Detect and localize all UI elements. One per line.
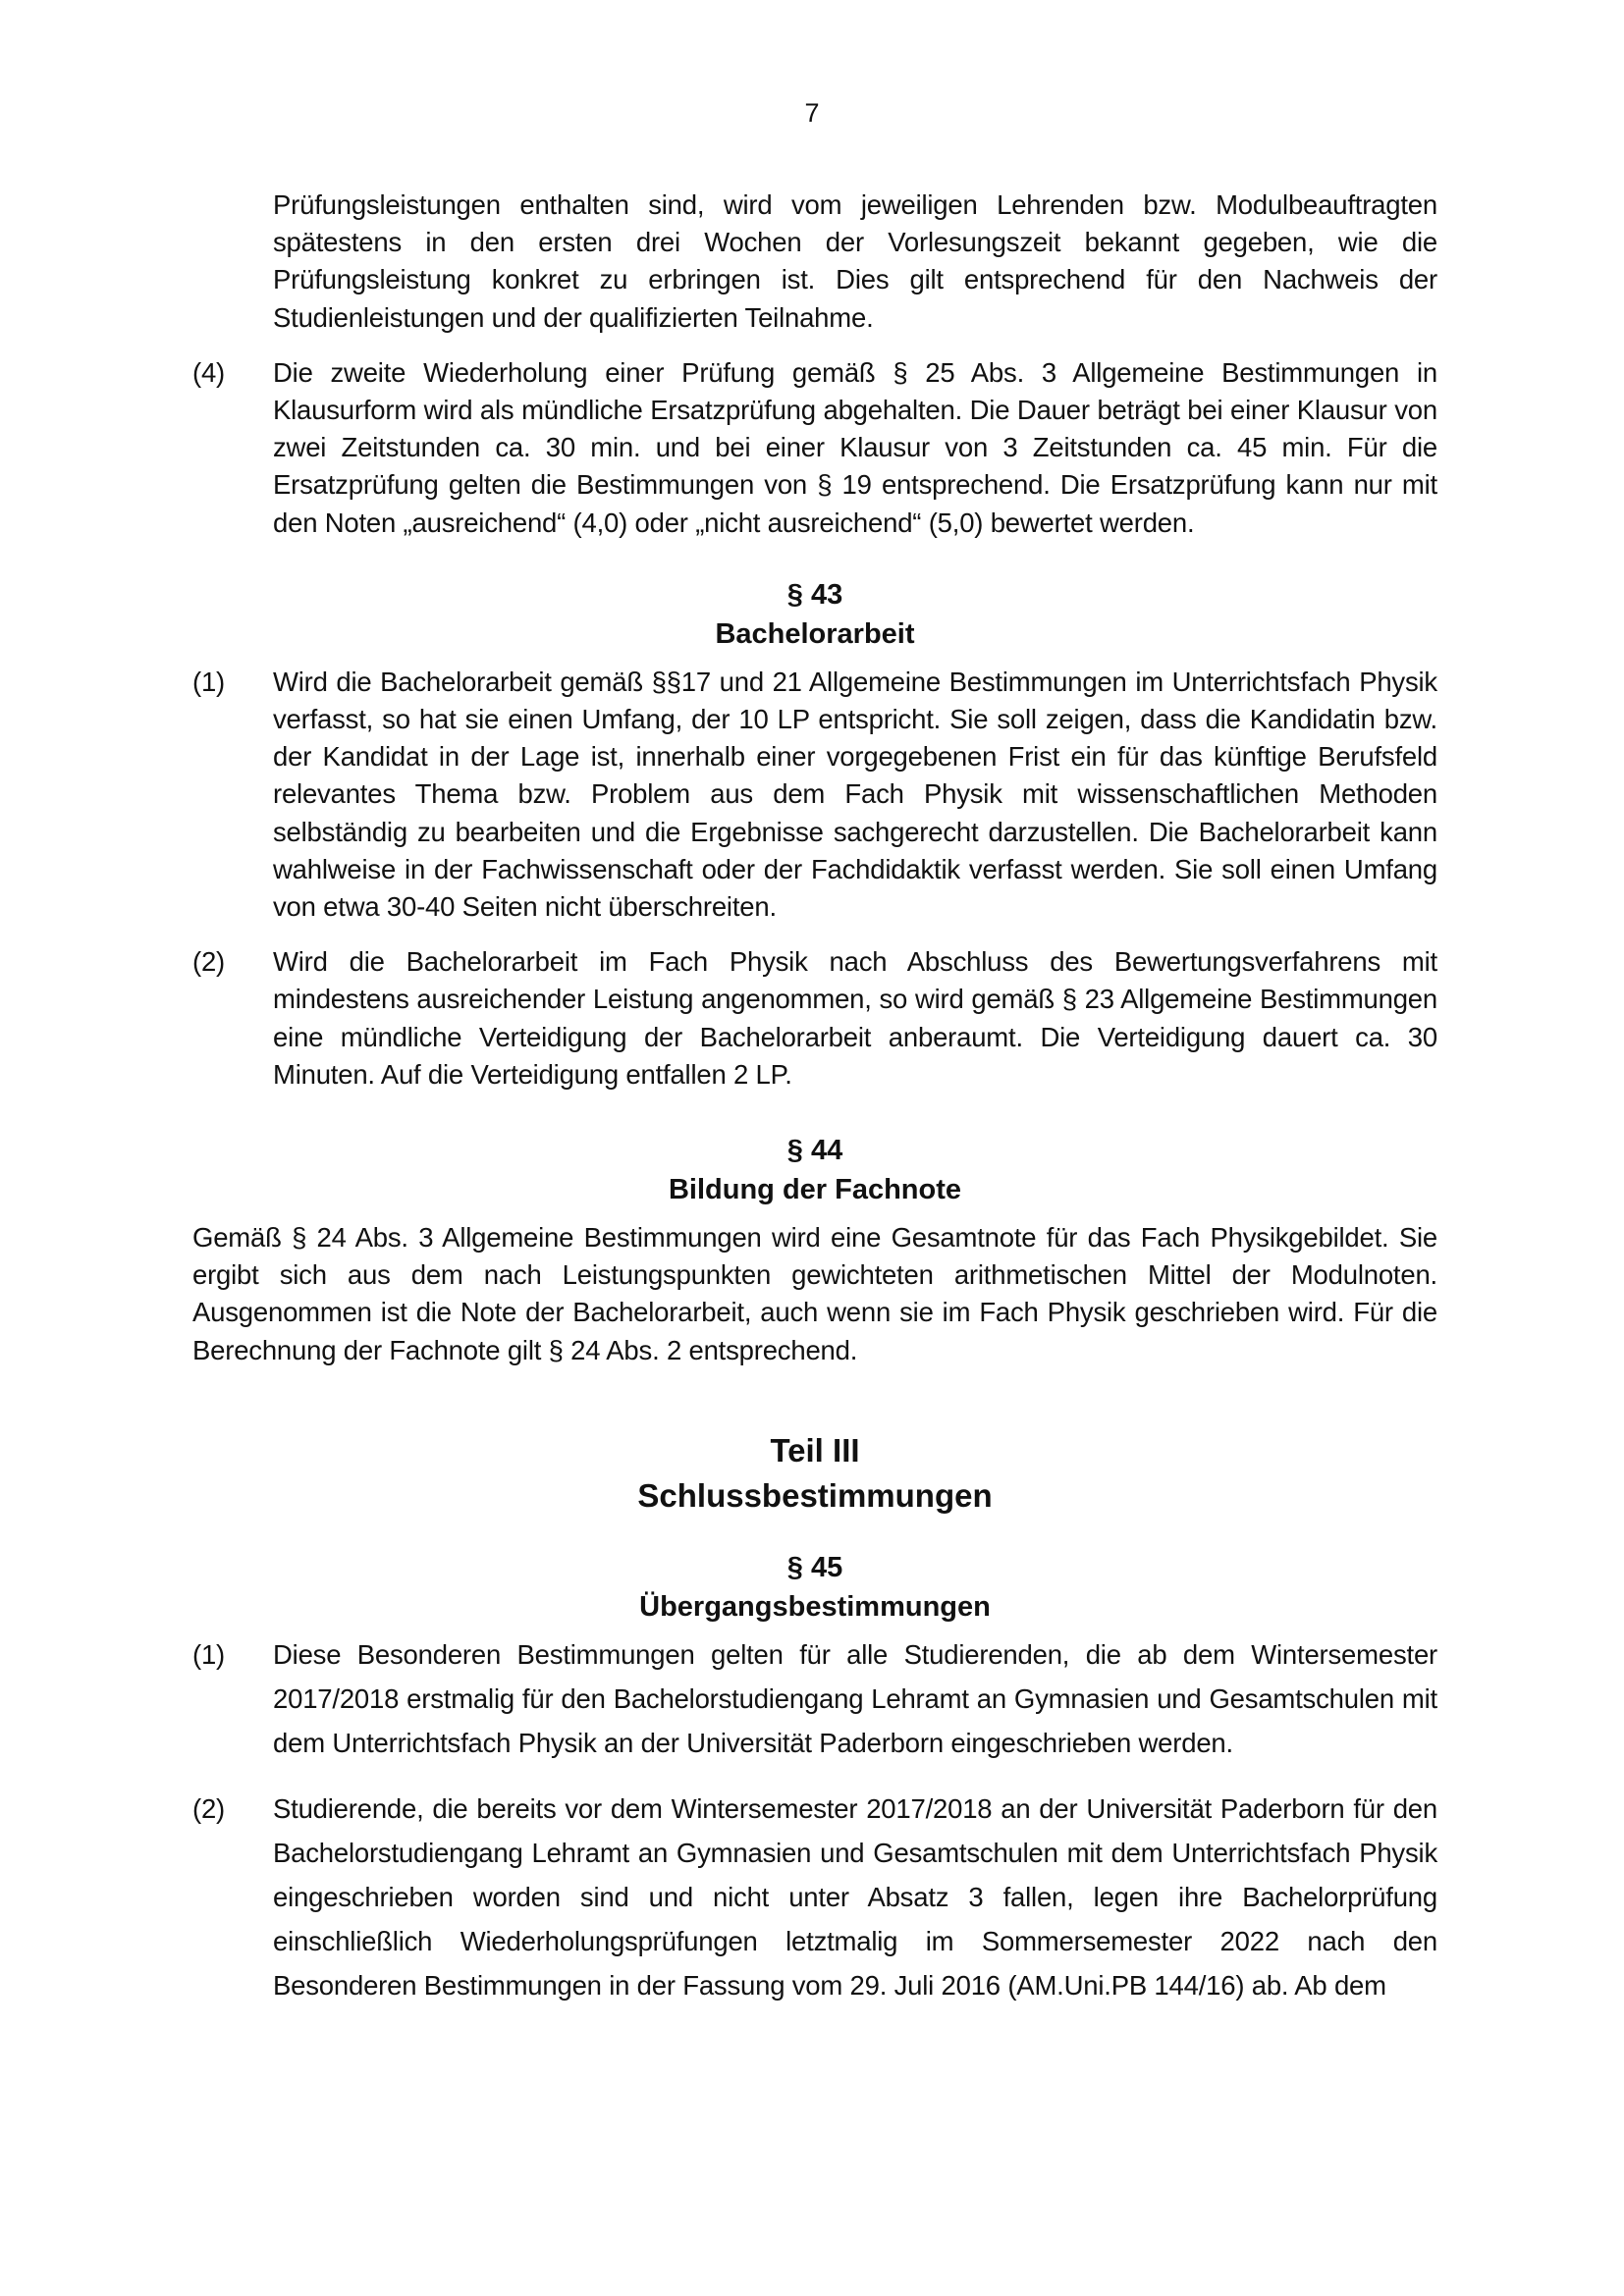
section-44-heading <box>192 1131 1437 1209</box>
part-3-title: Schlussbestimmungen <box>637 1476 993 1514</box>
section-45-heading <box>192 1548 1437 1627</box>
section-44-text: Gemäß § 24 Abs. 3 Allgemeine Bestimmungen wird eine Gesamtnote für das Fach Physikgebildet. Sie ergibt sich aus dem nach Leistungspunkten gewichteten arithmetischen Mittel der Modulnoten. Ausgenommen ist die Note der Bachelorarbeit, auch wenn sie im Fach Physik geschrieben wird. Für die Berechnung der Fachnote gilt § 24 Abs. 2 entsprechend. <box>192 1222 1437 1365</box>
intro-paragraph: Prüfungsleistungen enthalten sind, wird vom jeweiligen Lehrenden bzw. Modulbeauftragten spätestens in den ersten drei Wochen der Vorlesungszeit bekannt gegeben, wie die Prüfungsleistung konkret zu erbringen ist. Dies gilt entsprechend für den Nachweis der Studienleistungen und der qualifizierten Teilnahme. <box>273 189 1437 333</box>
section-43-number: § 43 <box>786 578 843 611</box>
section-43-item-1-number: (1) <box>192 666 226 697</box>
paragraph-4 <box>192 354 1437 542</box>
section-45-item-1-number: (1) <box>192 1638 226 1670</box>
section-43-item-1 <box>192 664 1437 926</box>
section-45-item-2 <box>192 1787 1437 2007</box>
section-45-item-2-text: Studierende, die bereits vor dem Wintersemester 2017/2018 an der Universität Paderborn für den Bachelorstudiengang Lehramt an Gymnasien und Gesamtschulen mit dem Unterrichtsfach Physik eingeschrieben worden sind und nicht unter Absatz 3 fallen, legen ihre Bachelorprüfung einschließlich Wiederholungsprüfungen letztmalig im Sommersemester 2022 nach den Besonderen Bestimmungen in der Fassung vom 29. Juli 2016 (AM.Uni.PB 144/16) ab. Ab dem <box>273 1792 1437 2001</box>
section-45-number: § 45 <box>786 1551 843 1583</box>
section-43-item-2 <box>192 943 1437 1094</box>
section-43-item-2-number: (2) <box>192 946 226 978</box>
section-43-item-1-text: Wird die Bachelorarbeit gemäß §§17 und 21 Allgemeine Bestimmungen im Unterrichtsfach Physik verfasst, so hat sie einen Umfang, der 10 LP entspricht. Sie soll zeigen, dass die Kandidatin bzw. der Kandidat in der Lage ist, innerhalb einer vorgegebenen Frist ein für das künftige Berufsfeld relevantes Thema bzw. Problem aus dem Fach Physik mit wissenschaftlichen Methoden selbständig zu bearbeiten und die Ergebnisse sachgerecht darzustellen. Die Bachelorarbeit kann wahlweise in der Fachwissenschaft oder der Fachdidaktik verfasst werden. Sie soll einen Umfang von etwa 30-40 Seiten nicht überschreiten. <box>273 666 1437 923</box>
page-number: 7 <box>804 98 820 128</box>
section-45-item-1-text: Diese Besonderen Bestimmungen gelten für alle Studierenden, die ab dem Wintersemester 2017/2018 erstmalig für den Bachelorstudiengang Lehramt an Gymnasien und Gesamtschulen mit dem Unterrichtsfach Physik an der Universität Paderborn eingeschrieben werden. <box>273 1638 1437 1758</box>
section-45-title: Übergangsbestimmungen <box>639 1590 991 1623</box>
section-45-item-1 <box>192 1632 1437 1765</box>
section-43-heading <box>192 575 1437 654</box>
section-45-item-2-number: (2) <box>192 1792 226 1824</box>
paragraph-4-number: (4) <box>192 356 226 388</box>
part-3-heading <box>192 1428 1437 1519</box>
section-44-title: Bildung der Fachnote <box>668 1174 962 1206</box>
paragraph-4-text: Die zweite Wiederholung einer Prüfung gemäß § 25 Abs. 3 Allgemeine Bestimmungen in Klausurform wird als mündliche Ersatzprüfung abgehalten. Die Dauer beträgt bei einer Klausur von zwei Zeitstunden ca. 30 min. und bei einer Klausur von 3 Zeitstunden ca. 45 min. Für die Ersatzprüfung gelten die Bestimmungen von § 19 entsprechend. Die Ersatzprüfung kann nur mit den Noten „ausreichend“ (4,0) oder „nicht ausreichend“ (5,0) bewertet werden. <box>273 356 1437 538</box>
section-44-number: § 44 <box>786 1135 843 1167</box>
part-3-label: Teil III <box>770 1431 860 1468</box>
document-body <box>192 187 1437 2007</box>
section-43-title: Bachelorarbeit <box>715 617 915 650</box>
section-43-item-2-text: Wird die Bachelorarbeit im Fach Physik nach Abschluss des Bewertungsverfahrens mit mindestens ausreichender Leistung angenommen, so wird gemäß § 23 Allgemeine Bestimmungen eine mündliche Verteidigung der Bachelorarbeit anberaumt. Die Verteidigung dauert ca. 30 Minuten. Auf die Verteidigung entfallen 2 LP. <box>273 946 1437 1090</box>
